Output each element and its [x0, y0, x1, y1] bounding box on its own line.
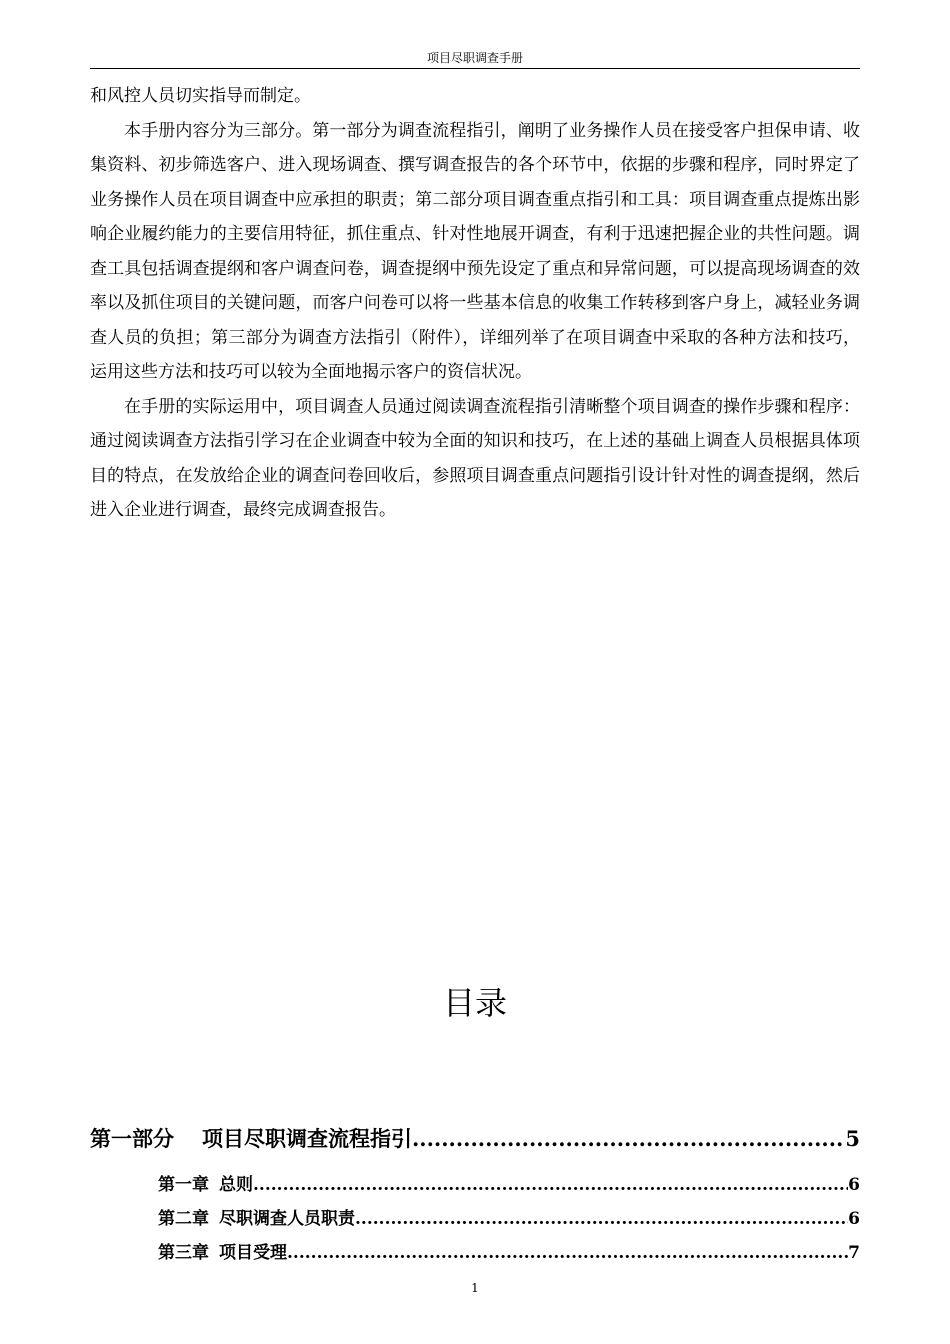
toc-entry-chapter-3[interactable]: [90, 1236, 860, 1270]
toc-entry-chapter-2[interactable]: [90, 1202, 860, 1236]
page-number: 1: [471, 1281, 479, 1295]
page-footer: [0, 1279, 950, 1297]
toc-leader-dots: [412, 1118, 845, 1160]
toc-entry-chapter-1[interactable]: [90, 1168, 860, 1202]
toc-leader-dots: [287, 1236, 848, 1270]
toc-leader-dots: [355, 1202, 848, 1236]
toc-entry-number: 第一部分: [90, 1126, 174, 1151]
page-header: [90, 48, 860, 69]
paragraph-structure: 本手册内容分为三部分。第一部分为调查流程指引，阐明了业务操作人员在接受客户担保申请、收集资料、初步筛选客户、进入现场调查、撰写调查报告的各个环节中，依据的步骤和程序，同时界定了业务操作人员在项目调查中应承担的职责；第二部分项目调查重点指引和工具：项目调查重点提炼出影响企业履约能力的主要信用特征，抓住重点、针对性地展开调查，有利于迅速把握企业的共性问题。调查工具包括调查提纲和客户调查问卷，调查提纲中预先设定了重点和异常问题，可以提高现场调查的效率以及抓住项目的关键问题，而客户问卷可以将一些基本信息的收集工作转移到客户身上，减轻业务调查人员的负担；第三部分为调查方法指引（附件），详细列举了在项目调查中采取的各种方法和技巧，运用这些方法和技巧可以较为全面地揭示客户的资信状况。: [90, 120, 860, 382]
toc-entry-number: 第一章: [158, 1175, 209, 1195]
toc-entry-title: 总则: [219, 1175, 253, 1195]
toc-entry-title: 尽职调查人员职责: [219, 1209, 355, 1229]
toc-page-number: 5: [845, 1126, 860, 1151]
toc-entry-number: 第二章: [158, 1209, 209, 1229]
paragraph-usage: 在手册的实际运用中，项目调查人员通过阅读调查流程指引清晰整个项目调查的操作步骤和程序：通过阅读调查方法指引学习在企业调查中较为全面的知识和技巧，在上述的基础上调查人员根据具体项目的特点，在发放给企业的调查问卷回收后，参照项目调查重点问题指引设计针对性的调查提纲，然后进入企业进行调查，最终完成调查报告。: [90, 396, 860, 520]
toc-page-number: 6: [848, 1175, 860, 1195]
toc-entry-part-1[interactable]: [90, 1118, 860, 1160]
toc-leader-dots: [253, 1168, 848, 1202]
toc-page-number: 6: [848, 1209, 860, 1229]
toc-title: 目录: [442, 984, 507, 1022]
toc-entry-title: 项目尽职调查流程指引: [202, 1126, 412, 1151]
header-title: 项目尽职调查手册: [426, 51, 523, 65]
toc-entry-title: 项目受理: [219, 1243, 287, 1263]
paragraph-continuation: 和风控人员切实指导而制定。: [90, 86, 311, 106]
toc-page-number: 7: [848, 1243, 860, 1263]
table-of-contents: [90, 1118, 860, 1270]
body-text: [90, 79, 860, 528]
toc-entry-number: 第三章: [158, 1243, 209, 1263]
